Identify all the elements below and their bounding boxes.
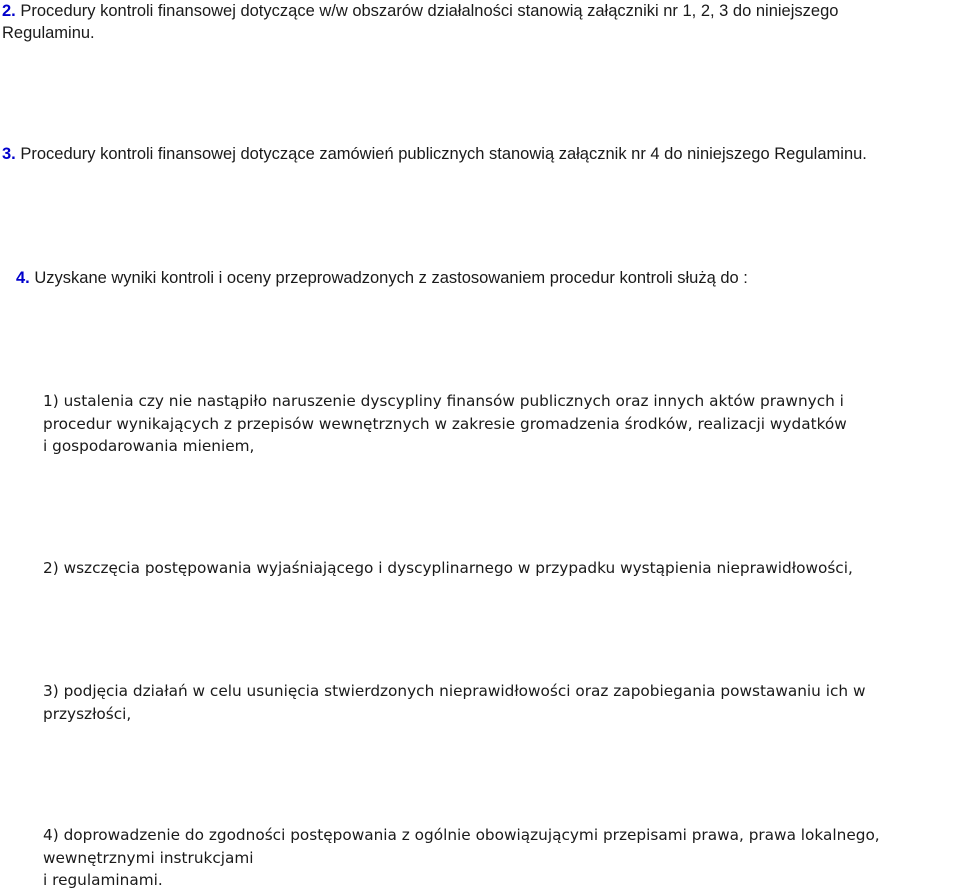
paragraph-4-line-1 [16, 267, 956, 289]
paragraph-2 [2, 0, 957, 44]
list-item-2 [43, 557, 943, 580]
paragraph-3-line-1 [2, 143, 957, 165]
list-item-line: wewnętrznymi instrukcjami [43, 848, 254, 867]
paragraph-text: Procedury kontroli finansowej dotyczące w/w obszarów działalności stanowią załączniki nr 1, 2, 3 do niniejszego [15, 2, 839, 20]
list-item-1 [43, 390, 943, 458]
list-item-line: i gospodarowania mieniem, [43, 437, 255, 455]
list-item-line: 4) doprowadzenie do zgodności postępowania z ogólnie obowiązującymi przepisami prawa, prawa lokalnego, [43, 826, 880, 844]
paragraph-2-line-1 [2, 0, 957, 22]
paragraph-number: 3. [2, 145, 16, 163]
list-item-line: przyszłości, [43, 704, 132, 723]
list-item-3 [43, 680, 943, 725]
list-item-line: 3) podjęcia działań w celu usunięcia stwierdzonych nieprawidłowości oraz zapobiegania powstawaniu ich w [43, 682, 866, 700]
list-item-4 [43, 824, 953, 892]
paragraph-number: 2. [2, 2, 16, 20]
list-item-line: 2) wszczęcia postępowania wyjaśniającego i dyscyplinarnego w przypadku wystąpienia nieprawidłowości, [43, 559, 853, 577]
paragraph-text: Procedury kontroli finansowej dotyczące zamówień publicznych stanowią załącznik nr 4 do niniejszego Regulaminu. [15, 145, 867, 163]
paragraph-text: Uzyskane wyniki kontroli i oceny przeprowadzonych z zastosowaniem procedur kontroli służą do : [29, 269, 748, 287]
list-item-line: 1) ustalenia czy nie nastąpiło naruszenie dyscypliny finansów publicznych oraz innych aktów prawnych i [43, 392, 844, 410]
list-item-line: i regulaminami. [43, 871, 163, 889]
paragraph-3 [2, 143, 957, 165]
paragraph-number: 4. [16, 269, 30, 287]
paragraph-2-line-2: Regulaminu. [2, 24, 95, 42]
paragraph-4 [16, 267, 956, 289]
list-item-line: procedur wynikających z przepisów wewnętrznych w zakresie gromadzenia środków, realizacji wydatków [43, 414, 847, 433]
